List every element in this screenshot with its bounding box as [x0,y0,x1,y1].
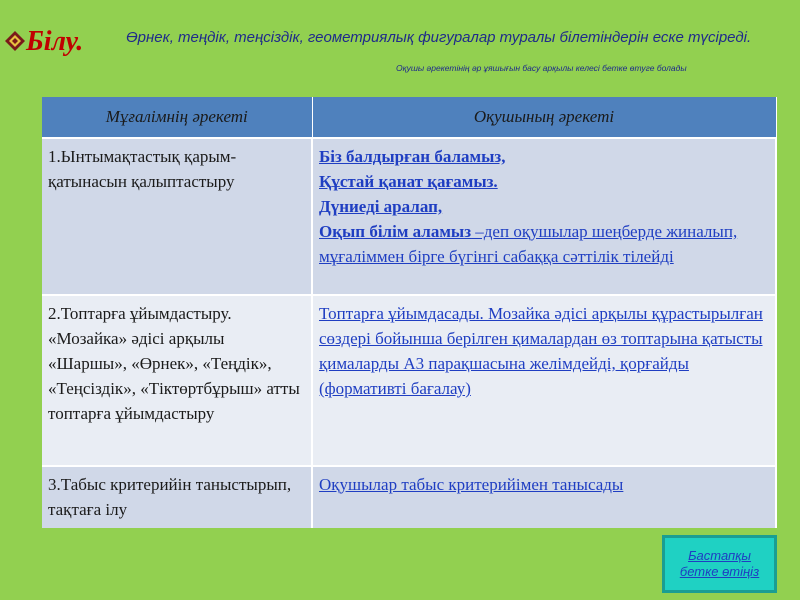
go-to-start-button[interactable] [662,535,777,593]
table-row [42,295,776,466]
activity-table [42,97,777,528]
poem-line: Құстай қанат қағамыз. [319,172,498,191]
poem-line: Дүниеді аралап, [319,197,443,216]
ornament-diamond-icon [4,30,26,52]
student-activity-text: –деп оқушылар шеңберде жиналып, мұғаліммен бірге бүгінгі сабаққа сәттілік тілейді [319,222,738,266]
student-cell-link[interactable] [312,138,776,295]
teacher-cell: 2.Топтарға ұйымдастыру. «Мозайка» әдісі арқылы «Шаршы», «Өрнек», «Теңдік», «Теңсіздік», «Тіктөртбұрыш» атты топтарға ұйымдастыру [42,295,312,466]
teacher-cell: 3.Табыс критерийін таныстырып, тақтаға ілу [42,466,312,528]
table-row [42,466,776,528]
page-title: Білу. [26,26,84,57]
button-line: Бастапқы [688,548,751,563]
table-row [42,138,776,295]
teacher-cell: 1.Ынтымақтастық қарым-қатынасын қалыптастыру [42,138,312,295]
navigation-hint: Оқушы әрекетінің әр ұяшығын басу арқылы келесі бетке өтуге болады [396,63,687,73]
lesson-objective: Өрнек, теңдік, теңсіздік, геометриялық фигуралар туралы білетіндерін еске түсіреді. [126,29,752,46]
student-cell-link[interactable]: Топтарға ұйымдасады. Мозайка әдісі арқылы құрастырылған сөздері бойынша берілген қималардан өз топтарына қатысты қималарды А3 парақшасына желімдейді, қорғайды (формативті бағалау) [312,295,776,466]
table-header-row [42,97,776,138]
button-line: бетке өтіңіз [679,564,760,579]
poem-line: Оқып білім аламыз [319,222,472,241]
column-header-teacher: Мұғалімнің әрекеті [42,97,312,138]
student-cell-link[interactable]: Оқушылар табыс критерийімен танысады [312,466,776,528]
column-header-student: Оқушының әрекеті [312,97,776,138]
poem-line: Біз балдырған баламыз, [319,147,506,166]
